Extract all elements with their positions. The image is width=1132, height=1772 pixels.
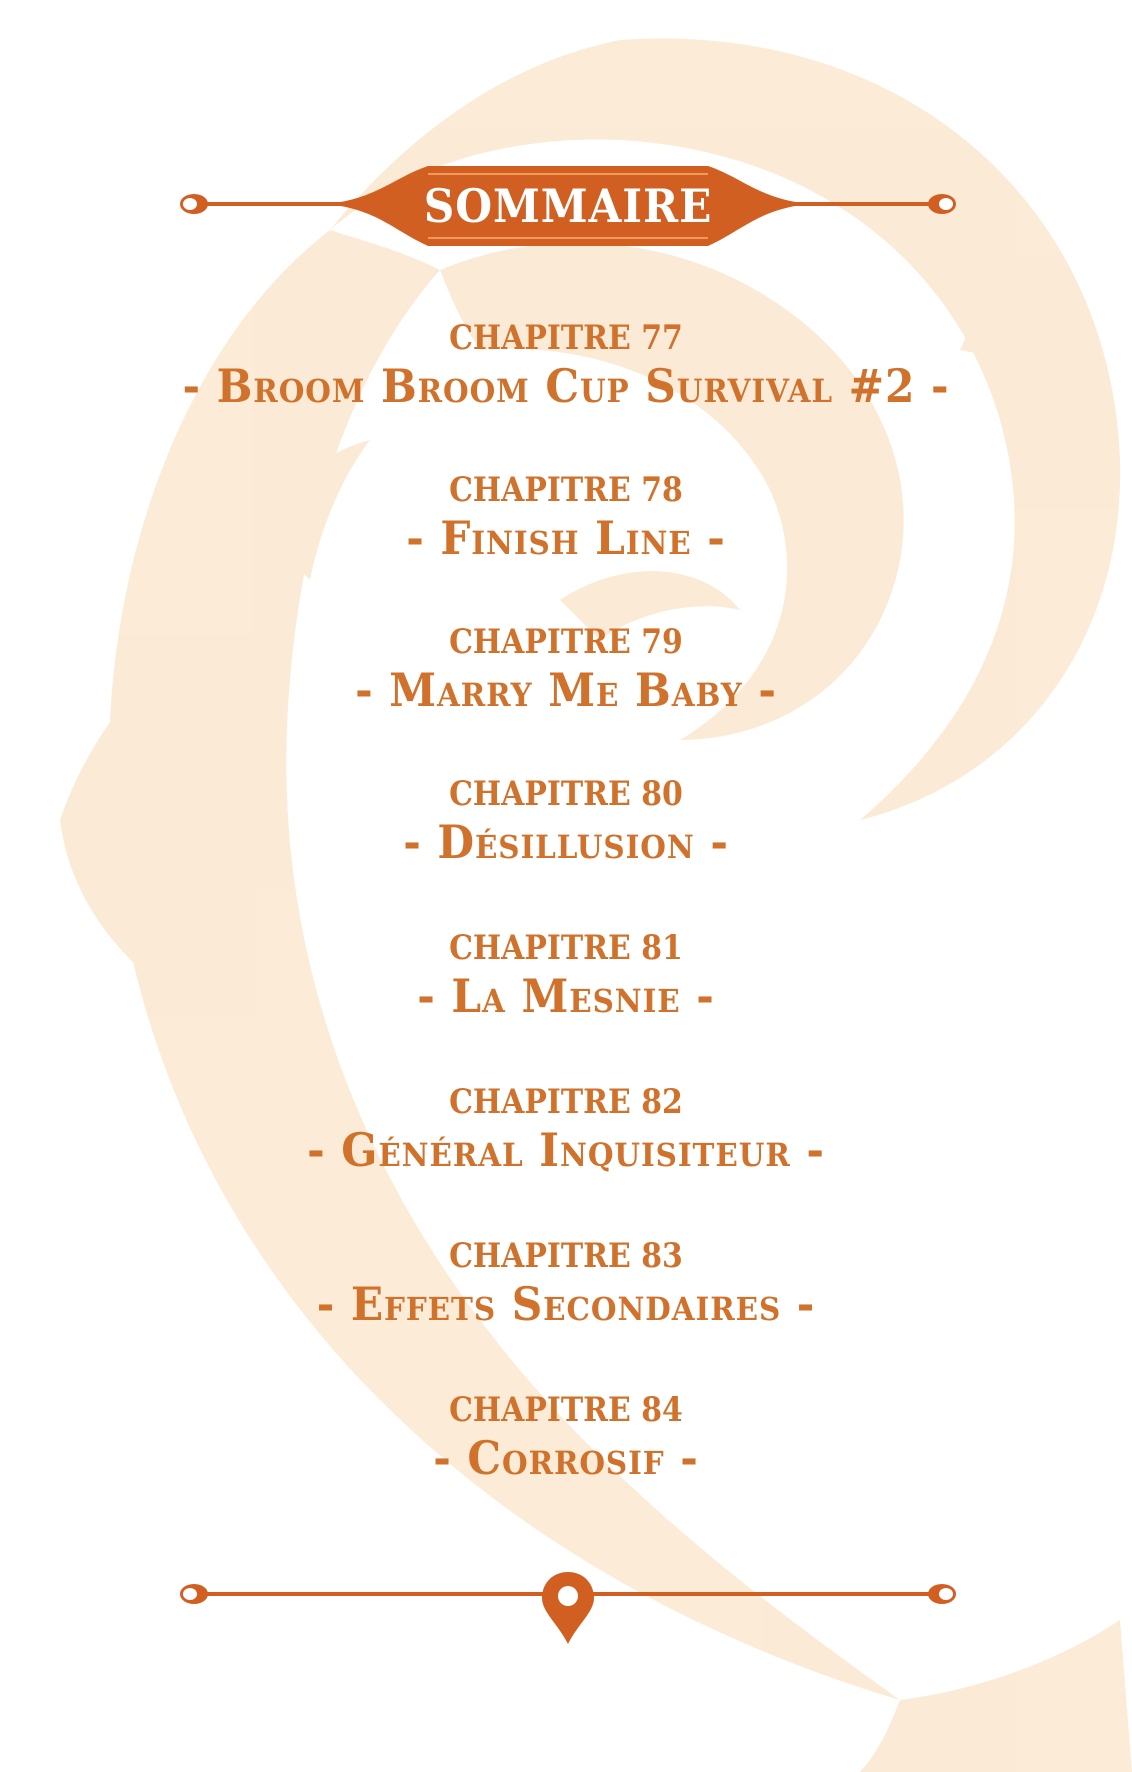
chapter-title: - Corrosif - <box>433 1431 699 1485</box>
footer-pin-divider-icon <box>178 1568 958 1648</box>
chapter-title: - La Mesnie - <box>417 969 715 1023</box>
chapter-number: CHAPITRE 83 <box>449 1236 683 1276</box>
chapter-number: CHAPITRE 84 <box>449 1390 683 1430</box>
toc-entry-77 <box>0 318 1132 414</box>
toc-entry-84 <box>0 1390 1132 1486</box>
chapter-title: - Broom Broom Cup Survival #2 - <box>182 359 950 413</box>
chapter-title: - Finish Line - <box>406 511 726 565</box>
page-title: SOMMAIRE <box>423 179 713 233</box>
chapter-number: CHAPITRE 79 <box>449 622 683 662</box>
chapter-number: CHAPITRE 77 <box>449 318 683 358</box>
chapter-title: - Général Inquisiteur - <box>307 1123 825 1177</box>
toc-entry-81 <box>0 928 1132 1024</box>
chapter-number: CHAPITRE 80 <box>449 774 683 814</box>
chapter-title: - Marry Me Baby - <box>355 663 777 717</box>
toc-entry-82 <box>0 1082 1132 1178</box>
chapter-title: - Désillusion - <box>403 815 729 869</box>
toc-entry-79 <box>0 622 1132 718</box>
chapter-title: - Effets Secondaires - <box>316 1277 816 1331</box>
chapter-number: CHAPITRE 82 <box>449 1082 683 1122</box>
chapter-number: CHAPITRE 81 <box>449 928 683 968</box>
toc-entry-80 <box>0 774 1132 870</box>
toc-entry-83 <box>0 1236 1132 1332</box>
chapter-number: CHAPITRE 78 <box>449 470 683 510</box>
toc-entry-78 <box>0 470 1132 566</box>
